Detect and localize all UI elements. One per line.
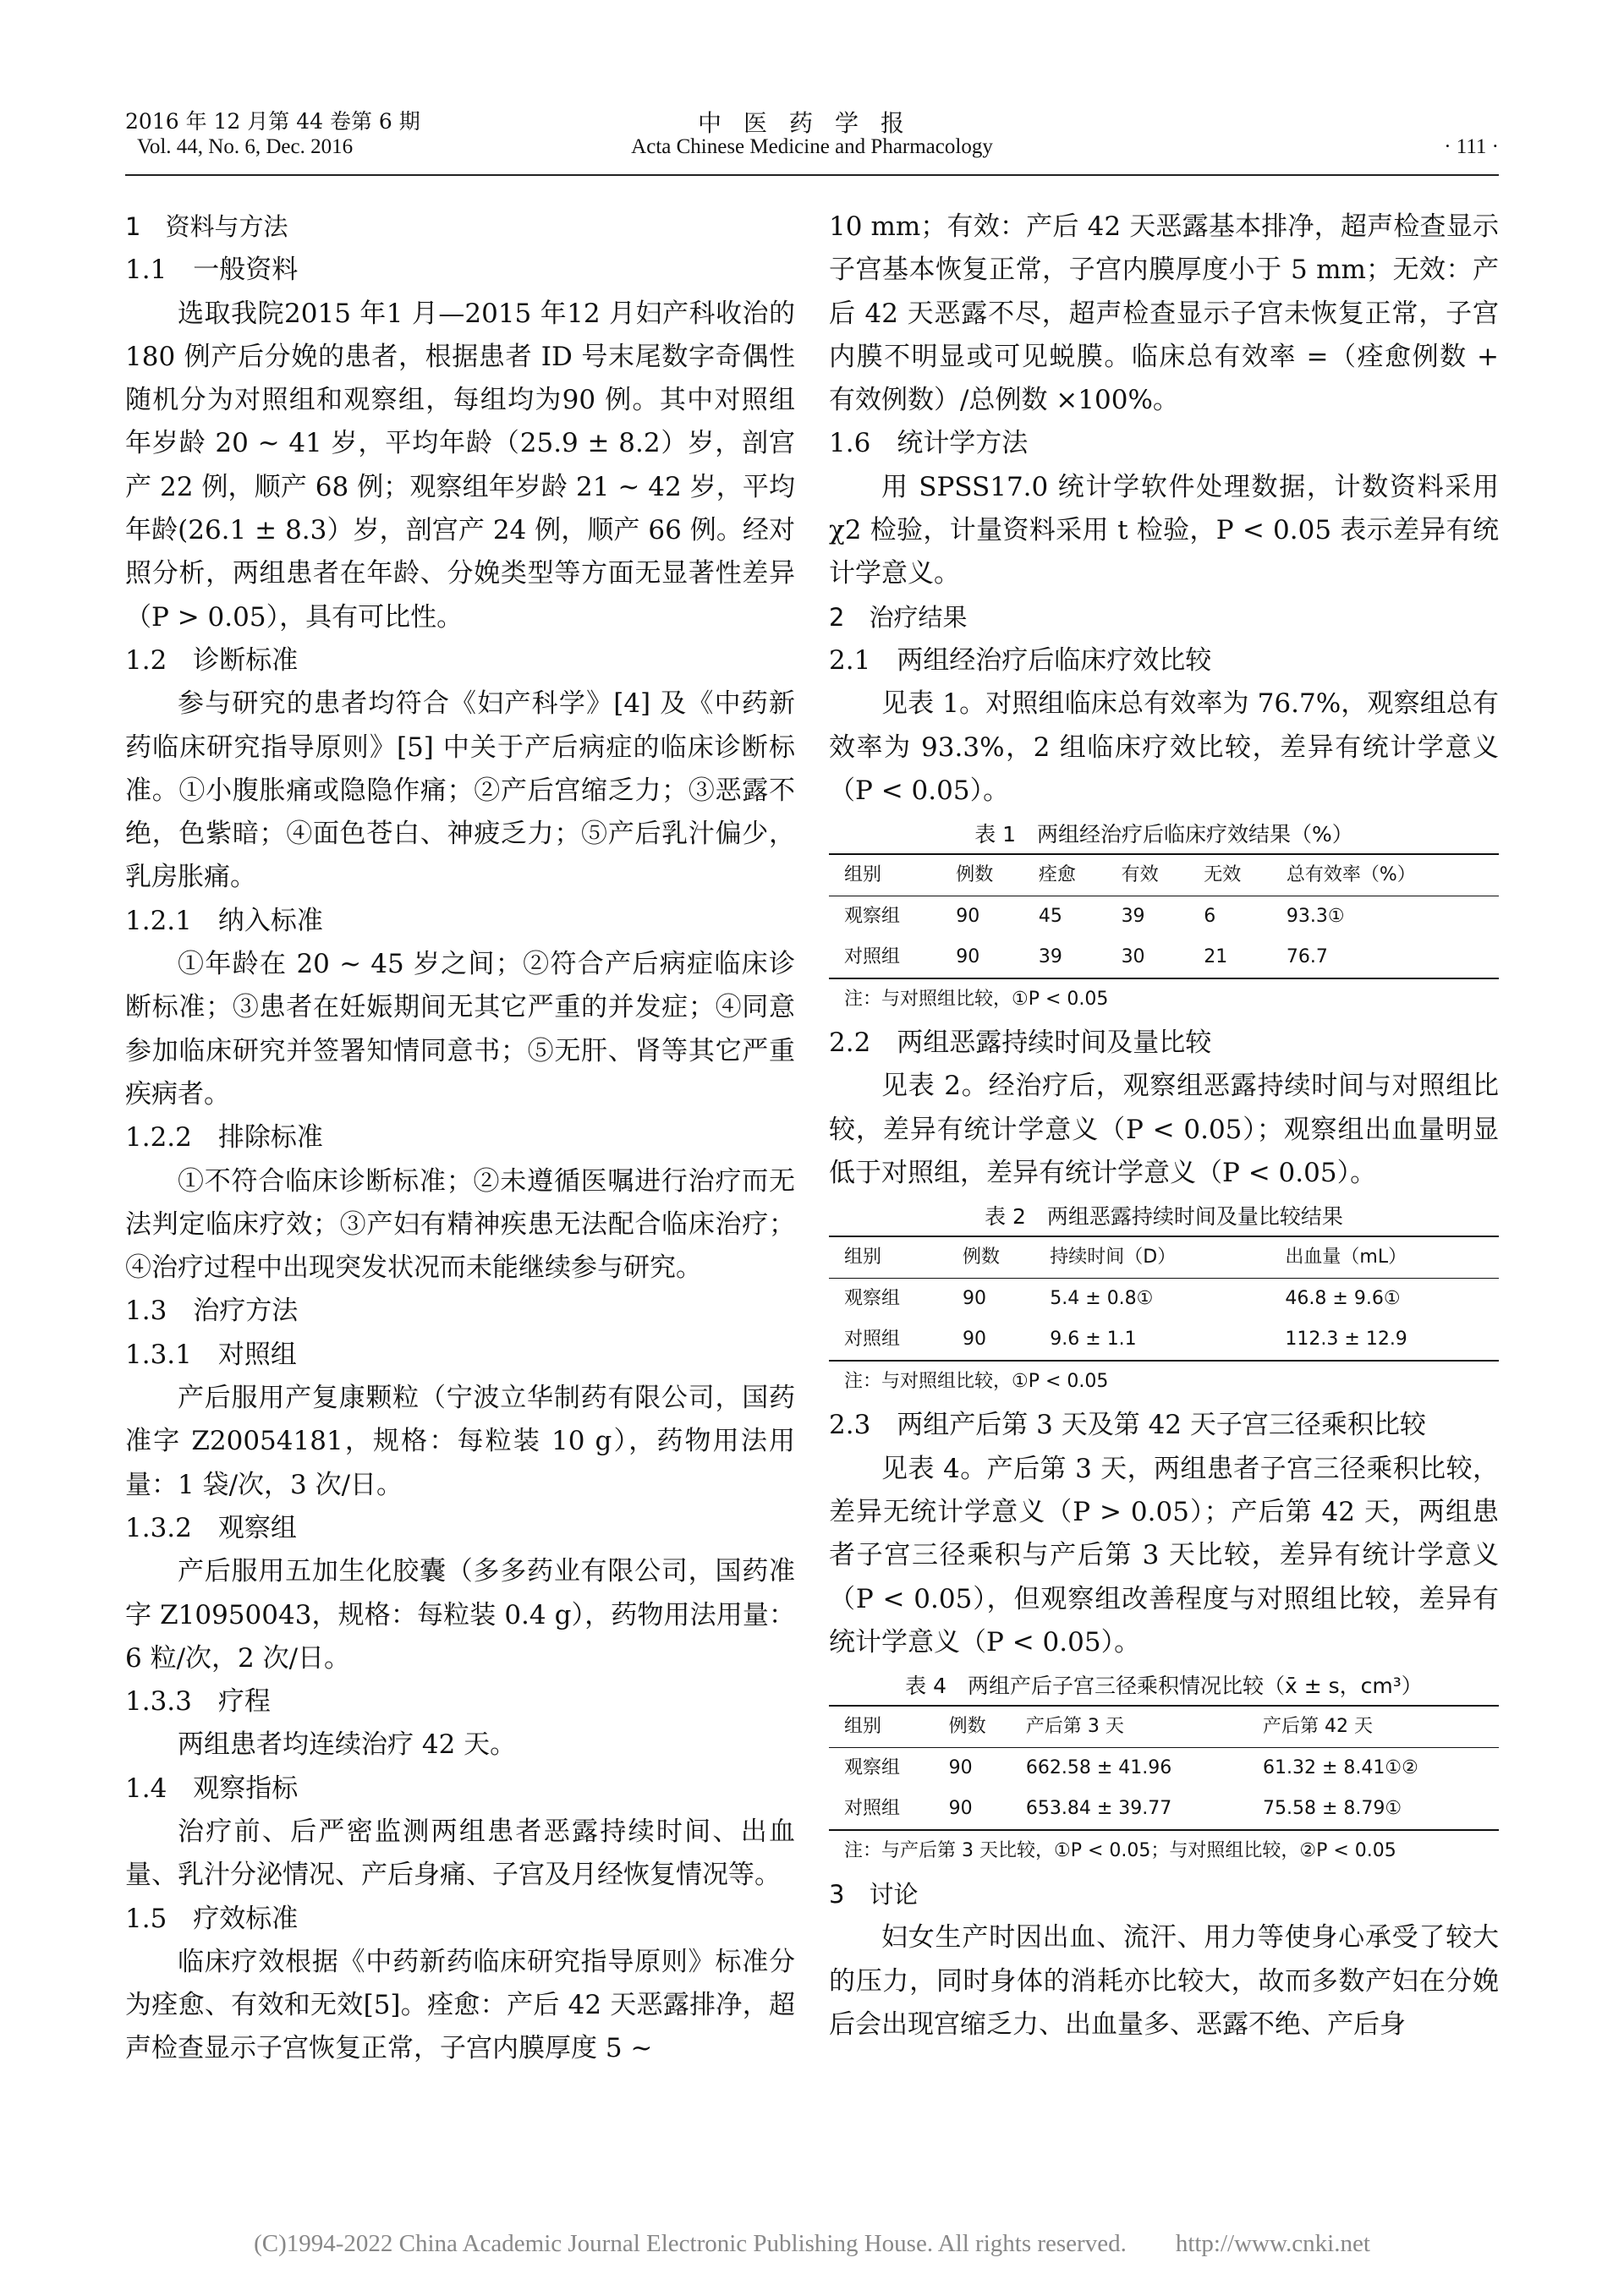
paragraph: 见表 1。对照组临床总有效率为 76.7%，观察组总有效率为 93.3%，2 组临床疗效比较，差异有统计学意义（P < 0.05）。	[829, 688, 1499, 806]
table-cell: 观察组	[844, 1288, 901, 1310]
table-cell: 90	[948, 1798, 973, 1820]
subsection-heading: 1.3.1 对照组	[125, 1339, 297, 1370]
subsection-heading: 1.3 治疗方法	[125, 1296, 299, 1327]
table-row	[829, 1748, 1499, 1789]
table-cell: 39	[1038, 946, 1062, 968]
table-header-cell: 痊愈	[1038, 864, 1076, 886]
table-header-cell: 产后第 3 天	[1025, 1716, 1124, 1738]
paragraph: 妇女生产时因出血、流汗、用力等使身心承受了较大的压力，同时身体的消耗亦比较大，故而多数产妇在分娩后会出现宫缩乏力、出血量多、恶露不绝、产后身	[829, 1922, 1499, 2041]
subsection-heading: 2.3 两组产后第 3 天及第 42 天子宫三径乘积比较	[829, 1410, 1426, 1441]
left-column	[125, 205, 795, 2071]
table-header-cell: 组别	[844, 1716, 882, 1738]
table1-note: 注：与对照组比较，①P < 0.05	[844, 989, 1109, 1011]
subsection-heading: 1.5 疗效标准	[125, 1903, 299, 1934]
paragraph: 产后服用五加生化胶囊（多多药业有限公司，国药准字 Z10950043，规格：每粒装 0.4 g），药物用法用量：6 粒/次，2 次/日。	[125, 1556, 795, 1674]
table-header-cell: 产后第 42 天	[1262, 1716, 1373, 1738]
subsection-heading: 1.2.2 排除标准	[125, 1122, 323, 1153]
table-cell: 90	[948, 1757, 973, 1779]
paragraph: 用 SPSS17.0 统计学软件处理数据，计数资料采用 χ2 检验，计量资料采用 t 检验，P < 0.05 表示差异有统计学意义。	[829, 471, 1499, 589]
table-cell: 90	[956, 906, 980, 928]
running-header	[125, 105, 1499, 171]
header-journal-en: Acta Chinese Medicine and Pharmacology	[631, 135, 993, 158]
table1-caption: 表 1 两组经治疗后临床疗效结果（%）	[974, 822, 1353, 847]
table-row	[829, 1789, 1499, 1830]
subsection-heading: 1.3.2 观察组	[125, 1512, 297, 1543]
paragraph: 参与研究的患者均符合《妇产科学》[4] 及《中药新药临床研究指导原则》[5] 中关于产后病症的临床诊断标准。①小腹胀痛或隐隐作痛；②产后宫缩乏力；③恶露不绝，色紫暗；④面色苍白、神疲乏力；⑤产后乳汁偏少，乳房胀痛。	[125, 688, 795, 893]
table-header-cell: 组别	[844, 1247, 882, 1269]
table-header-row	[829, 854, 1499, 896]
header-issue-cn: 2016 年 12 月第 44 卷第 6 期	[125, 109, 420, 134]
paragraph: 产后服用产复康颗粒（宁波立华制药有限公司，国药准字 Z20054181，规格：每粒装 10 g），药物用法用量：1 袋/次，3 次/日。	[125, 1383, 795, 1500]
subsection-heading: 1.2 诊断标准	[125, 644, 299, 676]
table-cell: 90	[962, 1288, 986, 1310]
table-header-cell: 组别	[844, 864, 882, 886]
table-header-cell: 例数	[962, 1247, 1000, 1269]
paragraph: ①年龄在 20 ~ 45 岁之间；②符合产后病症临床诊断标准；③患者在妊娠期间无其它严重的并发症；④同意参加临床研究并签署知情同意书；⑤无肝、肾等其它严重疾病者。	[125, 949, 795, 1110]
subsection-heading: 1.2.1 纳入标准	[125, 905, 323, 936]
table-row	[829, 896, 1499, 938]
paragraph: 见表 2。经治疗后，观察组恶露持续时间与对照组比较，差异有统计学意义（P < 0.05）；观察组出血量明显低于对照组，差异有统计学意义（P < 0.05）。	[829, 1071, 1499, 1189]
subsection-heading: 1.3.3 疗程	[125, 1686, 271, 1718]
table-row	[829, 937, 1499, 978]
table4-caption: 表 4 两组产后子宫三径乘积情况比较（x̄ ± s，cm³）	[905, 1674, 1423, 1699]
table2-caption: 表 2 两组恶露持续时间及量比较结果	[985, 1204, 1343, 1230]
table-cell: 观察组	[844, 1757, 901, 1779]
table-row	[829, 1279, 1499, 1320]
table-cell: 对照组	[844, 946, 901, 968]
table2-note: 注：与对照组比较，①P < 0.05	[844, 1371, 1109, 1393]
table2	[829, 1236, 1499, 1362]
table4	[829, 1705, 1499, 1831]
section-heading: 3 讨论	[829, 1880, 919, 1910]
table-cell: 对照组	[844, 1798, 901, 1820]
table-cell: 21	[1204, 946, 1228, 968]
header-rule	[125, 174, 1499, 176]
paragraph: 两组患者均连续治疗 42 天。	[178, 1729, 517, 1761]
table-header-cell: 持续时间（D）	[1050, 1247, 1177, 1269]
table-cell: 6	[1204, 906, 1216, 928]
table-header-cell: 例数	[956, 864, 994, 886]
table-cell: 39	[1121, 906, 1145, 928]
header-journal-cn: 中医药学报	[697, 109, 926, 137]
table-cell: 45	[1038, 906, 1062, 928]
table4-note: 注：与产后第 3 天比较，①P < 0.05；与对照组比较，②P < 0.05	[844, 1840, 1396, 1862]
table-cell: 30	[1121, 946, 1145, 968]
paragraph: 治疗前、后严密监测两组患者恶露持续时间、出血量、乳汁分泌情况、产后身痛、子宫及月经恢复情况等。	[125, 1816, 795, 1891]
table-header-row	[829, 1236, 1499, 1279]
table-cell: 75.58 ± 8.79①	[1262, 1798, 1402, 1820]
table-header-cell: 无效	[1204, 864, 1242, 886]
copyright-footer: (C)1994-2022 China Academic Journal Electronic Publishing House. All rights reserved. http://www.cnki.net	[254, 2230, 1370, 2257]
subsection-heading: 1.6 统计学方法	[829, 428, 1029, 459]
paragraph: 10 mm；有效：产后 42 天恶露基本排净，超声检查显示子宫基本恢复正常，子宫内膜厚度小于 5 mm；无效：产后 42 天恶露不尽，超声检查显示子宫未恢复正常，子宫内膜不明显或可见蜕膜。临床总有效率 =（痊愈例数 + 有效例数）/总例数 ×100%。	[829, 211, 1499, 416]
table-header-cell: 有效	[1121, 864, 1159, 886]
section-heading: 1 资料与方法	[125, 212, 288, 241]
table-header-cell: 例数	[948, 1716, 986, 1738]
table1	[829, 853, 1499, 979]
table-cell: 90	[962, 1329, 986, 1351]
table-cell: 93.3①	[1286, 906, 1345, 928]
subsection-heading: 2.1 两组经治疗后临床疗效比较	[829, 644, 1212, 676]
subsection-heading: 1.4 观察指标	[125, 1773, 299, 1804]
right-column	[829, 205, 1499, 2047]
paragraph: 见表 4。产后第 3 天，两组患者子宫三径乘积比较，差异无统计学意义（P > 0.05）；产后第 42 天，两组患者子宫三径乘积与产后第 3 天比较，差异有统计学意义（P < 0.05），但观察组改善程度与对照组比较，差异有统计学意义（P < 0.05）。	[829, 1453, 1499, 1658]
table-cell: 653.84 ± 39.77	[1025, 1798, 1172, 1820]
table-cell: 61.32 ± 8.41①②	[1262, 1757, 1418, 1779]
header-page-number: · 111 ·	[1444, 135, 1499, 158]
table-cell: 观察组	[844, 906, 901, 928]
table-cell: 5.4 ± 0.8①	[1050, 1288, 1154, 1310]
table-cell: 对照组	[844, 1329, 901, 1351]
table-cell: 112.3 ± 12.9	[1285, 1329, 1407, 1351]
paragraph: 选取我院2015 年1 月—2015 年12 月妇产科收治的 180 例产后分娩的患者，根据患者 ID 号末尾数字奇偶性随机分为对照组和观察组，每组均为90 例。其中对照组年岁龄 20 ~ 41 岁，平均年龄（25.9 ± 8.2）岁，剖宫产 22 例，顺产 68 例；观察组年岁龄 21 ~ 42 岁，平均年龄(26.1 ± 8.3）岁，剖宫产 24 例，顺产 66 例。经对照分析，两组患者在年龄、分娩类型等方面无显著性差异（P > 0.05），具有可比性。	[125, 298, 795, 633]
section-heading: 2 治疗结果	[829, 602, 968, 632]
table-cell: 662.58 ± 41.96	[1025, 1757, 1172, 1779]
header-issue-en: Vol. 44, No. 6, Dec. 2016	[137, 135, 354, 158]
table-cell: 90	[956, 946, 980, 968]
table-cell: 76.7	[1286, 946, 1328, 968]
table-header-cell: 出血量（mL）	[1285, 1247, 1407, 1269]
table-header-cell: 总有效率（%）	[1286, 864, 1416, 886]
table-cell: 9.6 ± 1.1	[1050, 1329, 1137, 1351]
paragraph: ①不符合临床诊断标准；②未遵循医嘱进行治疗而无法判定临床疗效；③产妇有精神疾患无法配合临床治疗；④治疗过程中出现突发状况而未能继续参与研究。	[125, 1165, 795, 1284]
table-cell: 46.8 ± 9.6①	[1285, 1288, 1401, 1310]
subsection-heading: 2.2 两组恶露持续时间及量比较	[829, 1027, 1212, 1059]
subsection-heading: 1.1 一般资料	[125, 255, 299, 286]
paragraph: 临床疗效根据《中药新药临床研究指导原则》标准分为痊愈、有效和无效[5]。痊愈：产后 42 天恶露排净，超声检查显示子宫恢复正常，子宫内膜厚度 5 ~	[125, 1946, 795, 2064]
table-header-row	[829, 1706, 1499, 1748]
table-row	[829, 1319, 1499, 1361]
